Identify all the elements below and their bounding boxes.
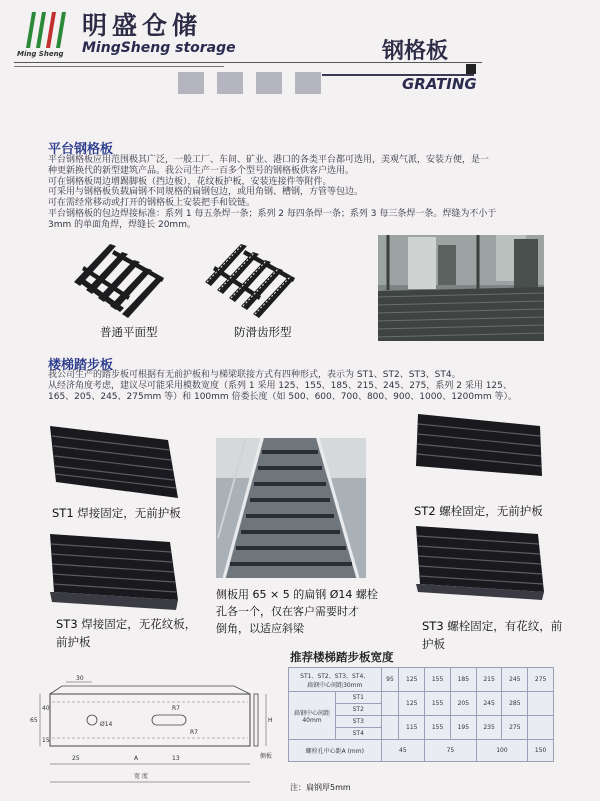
table-cell: 275 <box>528 668 554 692</box>
tread-technical-drawing <box>22 674 282 796</box>
tread-width-table <box>288 667 554 762</box>
table-header-label <box>289 668 382 692</box>
table-cell: 100 <box>476 740 528 762</box>
dim-65: 65 <box>30 717 38 724</box>
table-cell: 245 <box>476 692 502 716</box>
st3-welded-caption-line2: 前护板 <box>56 635 91 649</box>
table-cell: 75 <box>425 740 477 762</box>
mid-row-label: 扁钢中心间距40mm <box>289 692 336 740</box>
text-line: 平台钢格板应用范围极其广泛，一般工厂、车间、矿业、港口的各类平台都可选用，美观气派，安装方便，是一 <box>48 155 490 165</box>
staircase-photo <box>216 438 366 578</box>
dim-13: 13 <box>172 755 180 762</box>
table-cell-empty <box>528 716 554 740</box>
table-cell: 245 <box>502 668 528 692</box>
dim-40: 40 <box>42 705 50 712</box>
text-line: 可在钢格板周边增踢脚板（挡边板），花纹板护板，安装连接件等附件。 <box>48 176 332 187</box>
brand-pinyin: Ming Sheng <box>17 50 64 58</box>
decor-square <box>217 72 243 94</box>
table-cell: 205 <box>450 692 476 716</box>
bolt-row-label: 螺栓孔中心距A (mm) <box>289 740 382 762</box>
st2-caption: ST2 螺栓固定，无前护板 <box>414 504 543 518</box>
text-line: 我公司生产的踏步板可根据有无前护板和与梯梁联接方式有四种形式，表示为 ST1、ST2、ST3、ST4。 <box>48 370 461 380</box>
plain-grating-image <box>72 240 184 320</box>
table-cell: 215 <box>476 668 502 692</box>
serrated-grating-image <box>203 240 315 320</box>
table-cell: 95 <box>381 668 399 692</box>
dim-r7-top: R7 <box>172 705 180 712</box>
header-label-line1: ST1、ST2、ST3、ST4、 <box>300 672 370 680</box>
platform-description <box>48 155 548 231</box>
st3-bolted-caption-line2: 护板 <box>422 637 445 651</box>
table-note: 注：扁钢厚5mm <box>290 783 351 792</box>
table-cell-empty <box>381 692 399 716</box>
decor-square <box>178 72 204 94</box>
table-cell-empty <box>381 716 399 740</box>
st3-welded-image <box>50 530 178 610</box>
decorative-squares <box>178 72 334 98</box>
decor-square <box>295 72 321 94</box>
dim-25: 25 <box>72 755 80 762</box>
dim-a: A <box>134 755 139 762</box>
table-cell: 285 <box>502 692 528 716</box>
section-title-en: GRATING <box>402 75 477 93</box>
table-cell: 125 <box>399 668 425 692</box>
table-cell: 125 <box>399 692 425 716</box>
st3-welded-caption-line1: ST3 焊接固定，无花纹板， <box>56 617 197 631</box>
dim-bottom-width: 宽 度 <box>134 773 148 780</box>
row-code: ST2 <box>336 704 382 716</box>
brand-name-cn: 明盛仓储 <box>82 11 203 40</box>
stair-description <box>48 370 548 402</box>
st1-tread-image <box>50 418 178 498</box>
st1-caption: ST1 焊接固定，无前护板 <box>52 506 181 520</box>
dim-30: 30 <box>76 675 84 682</box>
text-line: 种更新换代的新型建筑产品。我公司生产一百多个型号的钢格板供客户选用。 <box>48 165 355 176</box>
st2-tread-image <box>416 410 544 490</box>
table-cell: 115 <box>399 716 425 740</box>
side-plate-note-line3: 倒角，以适应斜梁 <box>216 622 304 635</box>
st3-bolted-image <box>416 522 544 602</box>
row-code: ST1 <box>336 692 382 704</box>
plain-grating-caption: 普通平面型 <box>100 325 158 339</box>
decor-square <box>256 72 282 94</box>
side-plate-note-line1: 侧板用 65 × 5 的扁钢 Ø14 螺栓 <box>216 588 378 601</box>
side-plate-label: 侧板 <box>260 753 273 760</box>
section-title-cn: 钢格板 <box>382 39 449 64</box>
table-cell: 155 <box>425 692 451 716</box>
table-title: 推荐楼梯踏步板宽度 <box>290 650 394 664</box>
serrated-grating-caption: 防滑齿形型 <box>234 325 292 339</box>
dim-h: H <box>268 717 273 724</box>
table-cell-empty <box>528 692 554 716</box>
stair-heading: 楼梯踏步板 <box>48 358 114 373</box>
dim-phi14: Ø14 <box>100 721 113 728</box>
dim-15: 15 <box>42 737 50 744</box>
table-cell: 185 <box>450 668 476 692</box>
platform-heading: 平台钢格板 <box>48 142 114 157</box>
text-line: 可在需经常移动或打开的钢格板上安装把手和铰链。 <box>48 198 256 209</box>
header-label-line2: 扁钢中心间距30mm <box>307 681 363 689</box>
text-line: 可采用与钢格板负载扁钢不同规格的扁钢包边，或用角钢、槽钢，方管等包边。 <box>48 187 364 198</box>
st3-bolted-caption-line1: ST3 螺栓固定，有花纹，前 <box>422 619 563 633</box>
table-cell: 155 <box>425 716 451 740</box>
row-code: ST4 <box>336 728 382 740</box>
text-line: 从经济角度考虑，建议尽可能采用模数宽度（系列 1 采用 125、155、185、215、245、275，系列 2 采用 125、 <box>48 380 512 391</box>
table-cell: 155 <box>425 668 451 692</box>
table-cell: 45 <box>381 740 425 762</box>
table-cell: 195 <box>450 716 476 740</box>
company-logo <box>22 8 68 50</box>
header-divider-secondary <box>14 66 224 67</box>
brand-name-en: MingSheng storage <box>82 40 236 56</box>
table-cell: 235 <box>476 716 502 740</box>
text-line: 3mm 的单面角焊，焊缝长 20mm。 <box>48 219 196 230</box>
side-plate-note-line2: 孔各一个，仅在客户需要时才 <box>216 605 359 618</box>
text-line: 平台钢格板的包边焊接标准：系列 1 每五条焊一条；系列 2 每四条焊一条；系列 3 每三条焊一条。焊缝为不小于 <box>48 208 497 219</box>
text-line: 165、205、245、275mm 等）和 100mm 倍娄长度（如 500、600、700、800、900、1000、1200mm 等）。 <box>48 391 517 402</box>
row-code: ST3 <box>336 716 382 728</box>
factory-platform-photo <box>378 235 544 341</box>
title-marker <box>466 64 476 74</box>
table-cell: 150 <box>528 740 554 762</box>
dim-r7-bottom: R7 <box>190 729 198 736</box>
table-cell: 275 <box>502 716 528 740</box>
